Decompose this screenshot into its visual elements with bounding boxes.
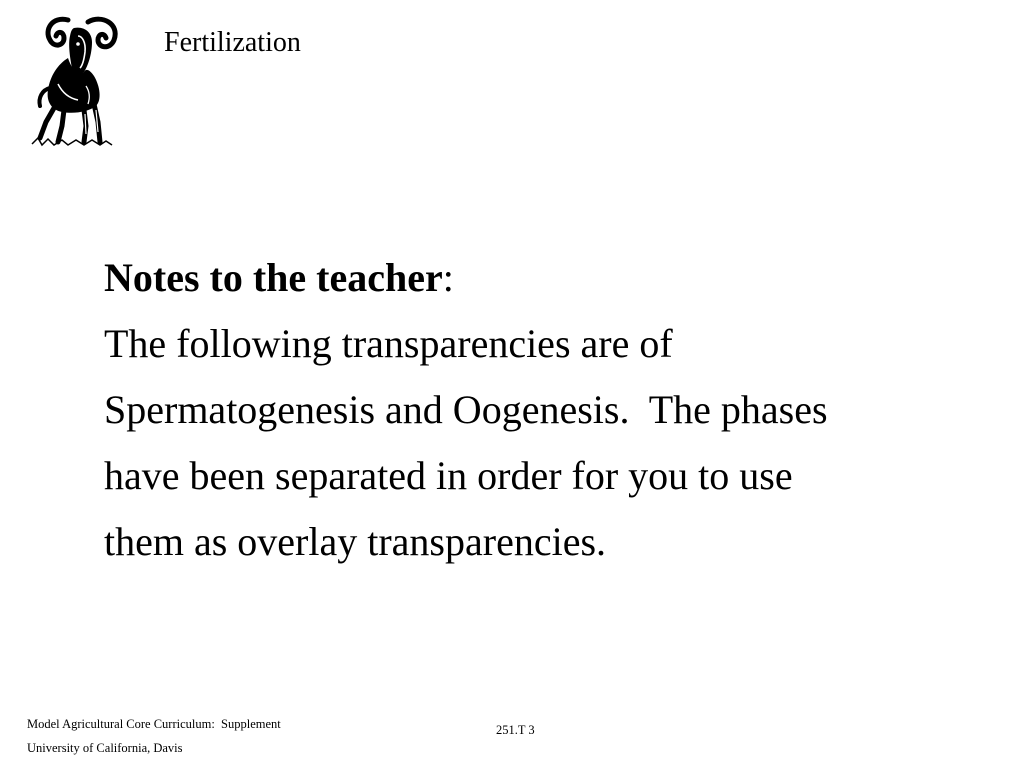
footer-credits [27,712,281,760]
notes-line: have been separated in order for you to use [104,453,793,498]
notes-heading [104,245,964,311]
notes-heading-text: Notes to the teacher [104,255,443,300]
notes-block [104,245,964,575]
page-number: 251.T 3 [496,723,535,737]
footer-curriculum: Model Agricultural Core Curriculum: Supplement [27,717,281,731]
notes-line: Spermatogenesis and Oogenesis. The phases [104,387,828,432]
notes-line: The following transparencies are of [104,321,673,366]
ram-logo-icon [28,14,118,148]
notes-line: them as overlay transparencies. [104,519,607,564]
notes-heading-colon: : [442,255,454,300]
page-title: Fertilization [164,27,301,58]
footer-institution: University of California, Davis [27,741,183,755]
